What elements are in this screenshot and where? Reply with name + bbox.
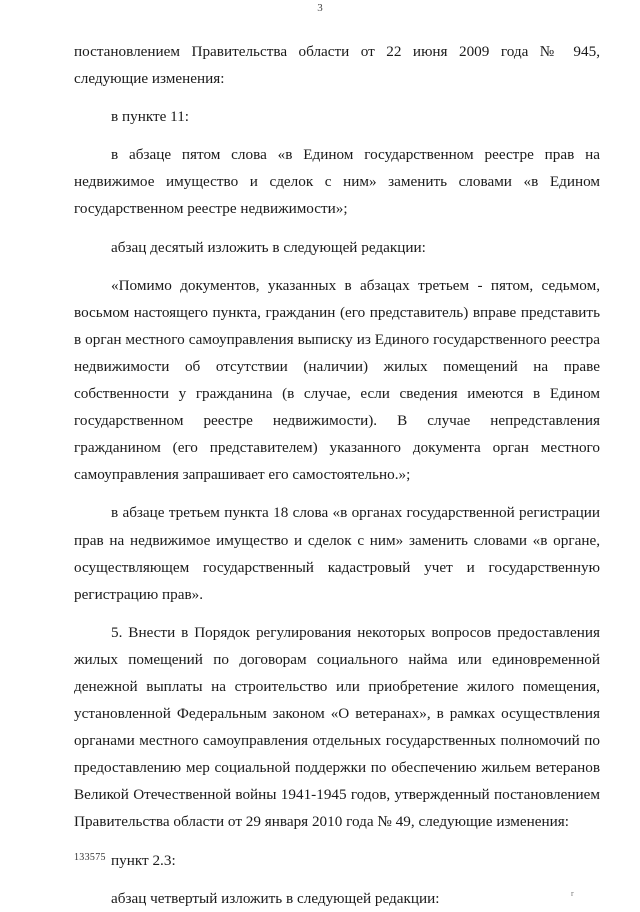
paragraph-continuation: постановлением Правительства области от 22 июня 2009 года № 945, следующие изменения: — [74, 43, 600, 88]
paragraph-quoted-text: «Помимо документов, указанных в абзацах третьем - пятом, седьмом, восьмом настоящего пункта, гражданин (его представитель) вправе представить в орган местного самоуправления выписку из Единого государственного реестра недвижимости об отсутствии (наличии) жилых помещений на праве собственности у гражданина (в случае, если сведения имеются в Едином государственном реестре недвижимости). В случае непредставления гражданином (его представителем) указанного документа орган местного самоуправления запрашивает его самостоятельно.»; — [74, 276, 600, 484]
paragraph-fifth-abzac: в абзаце пятом слова «в Едином государственном реестре прав на недвижимое имущество и сделок с ним» заменить словами «в Едином государственном реестре недвижимости»; — [74, 146, 600, 218]
paragraph-tenth-abzac: абзац десятый изложить в следующей редакции: — [111, 238, 426, 256]
scan-mark: r — [571, 889, 574, 898]
paragraph-item-11: в пункте 11: — [111, 108, 190, 126]
paragraph-section-5: 5. Внести в Порядок регулирования некоторых вопросов предоставления жилых помещений по договорам социального найма или единовременной денежной выплаты на строительство или приобретение жилого помещения, установленной Федеральным законом «О ветеранах», в рамках осуществления органами местного самоуправления отдельных государственных полномочий по предоставлению мер социальной поддержки по обеспечению жильем ветеранов Великой Отечественной войны 1941-1945 годов, утвержденный постановлением Правительства области от 29 января 2010 года № 49, следующие изменения: — [74, 623, 600, 831]
document-body — [74, 38, 600, 912]
paragraph-item-18: в абзаце третьем пункта 18 слова «в органах государственной регистрации прав на недвижимое имущество и сделок с ним» заменить словами «в органе, осуществляющем государственный кадастровый учет и государственную регистрацию прав». — [74, 504, 600, 603]
paragraph-fourth-abzac: абзац четвертый изложить в следующей редакции: — [111, 889, 440, 907]
paragraph-item-2-3: пункт 2.3: — [111, 851, 176, 869]
page-number: 3 — [317, 2, 323, 14]
document-code: 133575 — [74, 852, 106, 863]
